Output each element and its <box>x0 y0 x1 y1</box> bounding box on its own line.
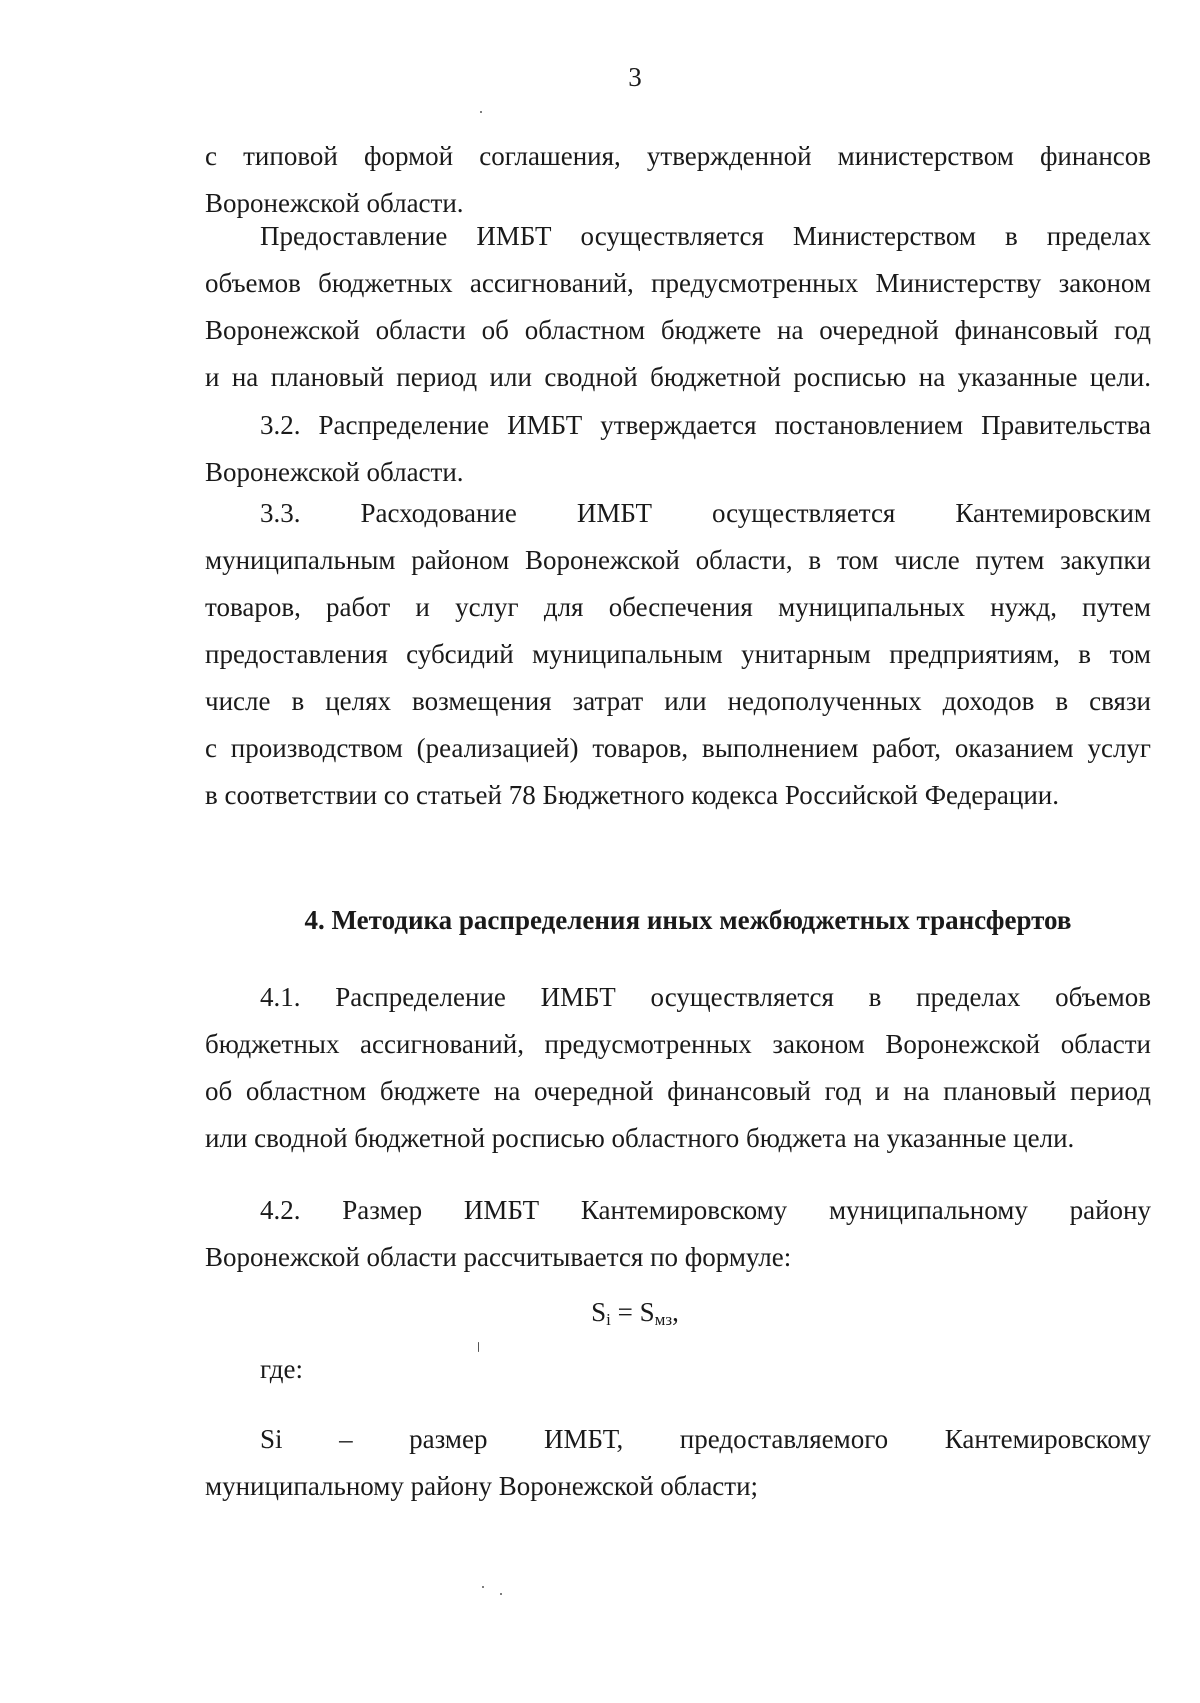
formula-rhs: S <box>639 1297 655 1327</box>
text-line: предоставления субсидий муниципальным унитарным предприятиям, в том <box>205 639 1151 669</box>
paragraph-4-2 <box>205 1187 1151 1281</box>
text-line: 3.3. Расходование ИМБТ осуществляется Кантемировским <box>260 498 1151 528</box>
scan-speck <box>480 111 482 113</box>
text-line: товаров, работ и услуг для обеспечения муниципальных нужд, путем <box>205 592 1151 622</box>
text-line: об областном бюджете на очередной финансовый год и на плановый период <box>205 1076 1151 1106</box>
text-line: 4.1. Распределение ИМБТ осуществляется в пределах объемов <box>260 982 1151 1012</box>
text-line: Si – размер ИМБТ, предоставляемого Кантемировскому <box>260 1424 1151 1454</box>
paragraph-definition <box>205 1416 1151 1510</box>
formula <box>0 1297 1200 1330</box>
text-line: Воронежской области. <box>205 457 464 487</box>
formula-tail: , <box>672 1297 679 1327</box>
page-number: 3 <box>628 62 642 92</box>
formula-lhs-sub: i <box>606 1310 611 1329</box>
scan-speck <box>478 1342 479 1352</box>
text-line: бюджетных ассигнований, предусмотренных законом Воронежской области <box>205 1029 1151 1059</box>
text-line: Предоставление ИМБТ осуществляется Министерством в пределах <box>260 221 1151 251</box>
paragraph-3-3 <box>205 490 1151 819</box>
text-line: 3.2. Распределение ИМБТ утверждается постановлением Правительства <box>260 410 1151 440</box>
text-line: и на плановый период или сводной бюджетной росписью на указанные цели. <box>205 362 1151 392</box>
text-line: муниципальному району Воронежской области; <box>205 1471 759 1501</box>
text-line: или сводной бюджетной росписью областного бюджета на указанные цели. <box>205 1123 1075 1153</box>
text-line: с производством (реализацией) товаров, выполнением работ, оказанием услуг <box>205 733 1151 763</box>
text-line: муниципальным районом Воронежской области, в том числе путем закупки <box>205 545 1151 575</box>
scan-speck <box>500 1593 502 1595</box>
text-line: Воронежской области об областном бюджете на очередной финансовый год <box>205 315 1151 345</box>
text-line: числе в целях возмещения затрат или недополученных доходов в связи <box>205 686 1151 716</box>
paragraph-4-1 <box>205 974 1151 1162</box>
paragraph-provision <box>205 213 1151 401</box>
where-label: где: <box>260 1354 303 1384</box>
text-line: с типовой формой соглашения, утвержденной министерством финансов <box>205 141 1151 171</box>
text-line: в соответствии со статьей 78 Бюджетного кодекса Российской Федерации. <box>205 780 1059 810</box>
text-line: 4.2. Размер ИМБТ Кантемировскому муниципальному району <box>260 1195 1151 1225</box>
text-line: объемов бюджетных ассигнований, предусмотренных Министерству законом <box>205 268 1151 298</box>
text-line: Воронежской области. <box>205 188 464 218</box>
scan-speck <box>482 1586 484 1588</box>
text-line: Воронежской области рассчитывается по формуле: <box>205 1242 792 1272</box>
where-label-block <box>205 1346 1151 1393</box>
paragraph-3-2 <box>205 402 1151 496</box>
section-heading: 4. Методика распределения иных межбюджетных трансфертов <box>304 905 1072 935</box>
formula-rhs-sub: мз <box>654 1310 673 1329</box>
formula-lhs: S <box>591 1297 607 1327</box>
formula-equals: = <box>610 1297 640 1327</box>
